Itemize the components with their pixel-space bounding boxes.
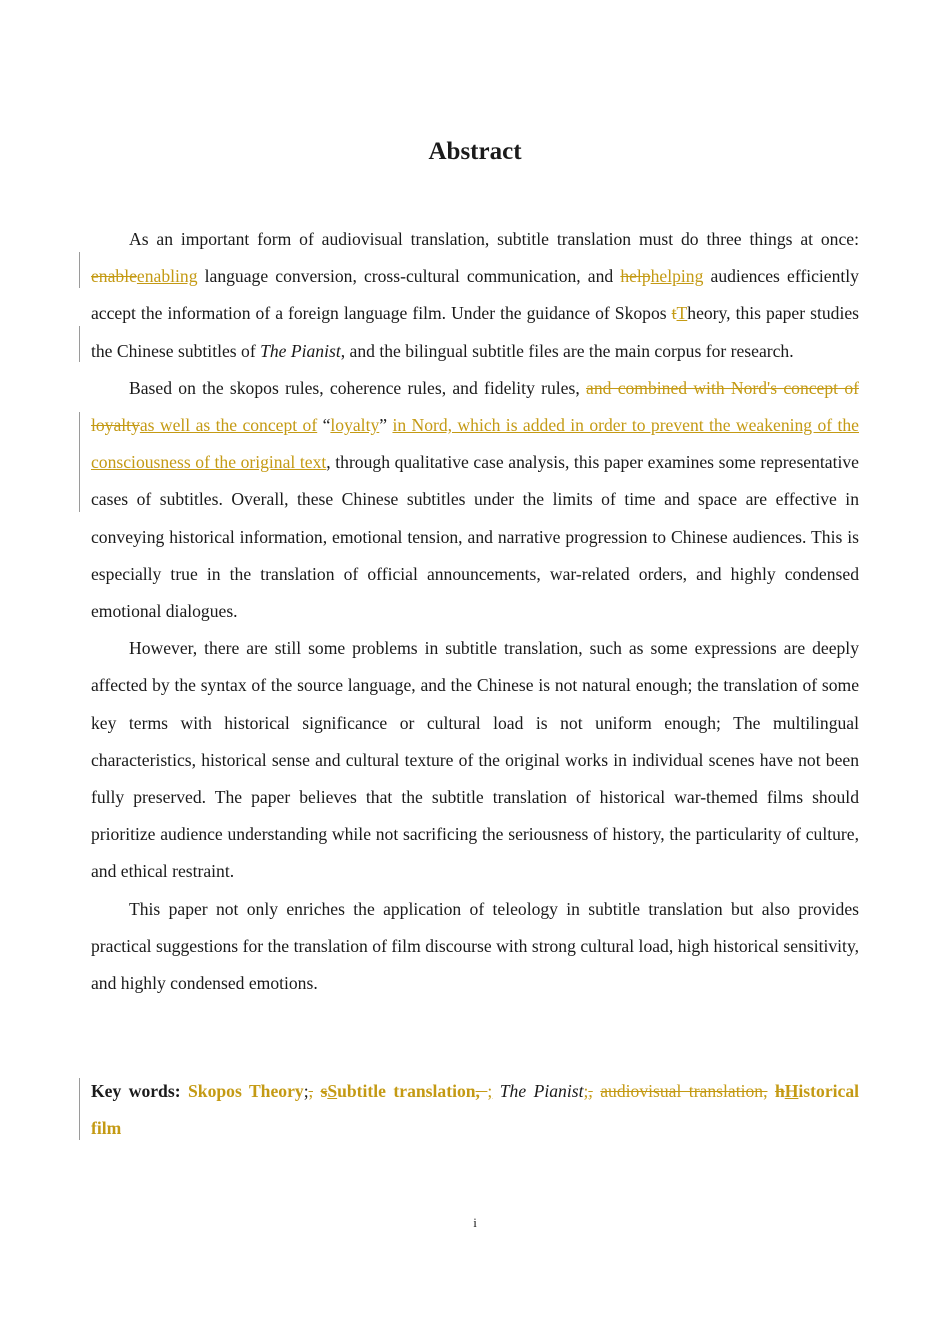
deleted-text: ,	[588, 1081, 593, 1101]
abstract-paragraph-1	[91, 221, 859, 370]
deleted-text: enable	[91, 266, 137, 287]
abstract-paragraph-3: However, there are still some problems in subtitle translation, such as some expressions are deeply affected by the syntax of the source language, and the Chinese is not natural enough; the translation of some key terms with historical significance or cultural load is not uniform enough; The multilingual characteristics, historical sense and cultural texture of the original works in individual scenes have not been fully preserved. The paper believes that the subtitle translation of historical war-themed films should prioritize audience understanding while not sacrificing the seriousness of history, the particularity of culture, and ethical restraint.	[91, 638, 859, 882]
inserted-text: ;	[487, 1081, 493, 1101]
page-title: Abstract	[428, 138, 522, 165]
text-run: Based on the skopos rules, coherence rules, and fidelity rules,	[129, 377, 587, 398]
change-bar	[79, 326, 80, 362]
deleted-text: t	[671, 303, 677, 324]
keyword-subtitle-translation: ubtitle translation	[337, 1081, 476, 1101]
keyword-separator: ;	[303, 1081, 309, 1101]
deleted-text: and combined with Nord's concept of loyalty	[91, 377, 859, 436]
deleted-text: s	[320, 1081, 328, 1101]
inserted-text: loyalty	[330, 415, 380, 436]
text-run: language conversion, cross-cultural communication, and	[197, 266, 621, 287]
deleted-text: ,	[308, 1081, 313, 1101]
inserted-text: enabling	[136, 266, 198, 287]
text-run: , and the bilingual subtitle files are the main corpus for research.	[340, 340, 794, 361]
inserted-text: helping	[650, 266, 704, 287]
text-run: heory, this paper studies the Chinese subtitles of	[91, 303, 859, 361]
deleted-text: h	[774, 1081, 785, 1101]
page-number: i	[473, 1215, 477, 1230]
abstract-paragraph-2	[91, 370, 859, 630]
text-run: “	[317, 415, 331, 436]
inserted-text: T	[676, 303, 688, 324]
deleted-text: help	[620, 266, 651, 287]
inserted-text: in Nord, which is added in order to prevent the weakening of the consciousness of the original text	[91, 415, 859, 473]
abstract-paragraph-4: This paper not only enriches the application of teleology in subtitle translation but also provides practical suggestions for the translation of film discourse with strong cultural load, high historical sensitivity, and highly condensed emotions.	[91, 898, 859, 994]
keyword-the-pianist: The Pianist	[499, 1081, 584, 1101]
text-run: , through qualitative case analysis, this paper examines some representative cases of subtitles. Overall, these Chinese subtitles under the limits of time and space are effective in conveying historical information, emotional tension, and narrative progression to Chinese audiences. This is especially true in the translation of official announcements, war-related orders, and highly condensed emotional dialogues.	[91, 452, 859, 622]
keywords-line	[91, 1073, 859, 1147]
change-bar	[79, 1078, 80, 1140]
film-title: The Pianist	[260, 340, 341, 361]
text-run: audiences efficiently accept the information of a foreign language film. Under the guidance of Skopos	[91, 266, 859, 324]
text-run: ”	[379, 415, 393, 436]
deleted-text: audiovisual translation,	[600, 1081, 768, 1101]
deleted-text: ,	[475, 1081, 488, 1101]
keyword-historical-film: istorical film	[91, 1081, 860, 1139]
change-bar	[79, 252, 80, 288]
abstract-body	[91, 221, 859, 1002]
change-bar	[79, 412, 80, 512]
keyword-skopos-theory: Skopos Theory	[188, 1081, 304, 1101]
inserted-text: as well as the concept of	[139, 415, 318, 436]
inserted-text: H	[784, 1081, 799, 1101]
text-run: As an important form of audiovisual translation, subtitle translation must do three things at once:	[129, 229, 859, 249]
keywords-label: Key words:	[91, 1081, 181, 1101]
inserted-text: S	[327, 1081, 338, 1101]
inserted-text: ;	[583, 1081, 589, 1101]
